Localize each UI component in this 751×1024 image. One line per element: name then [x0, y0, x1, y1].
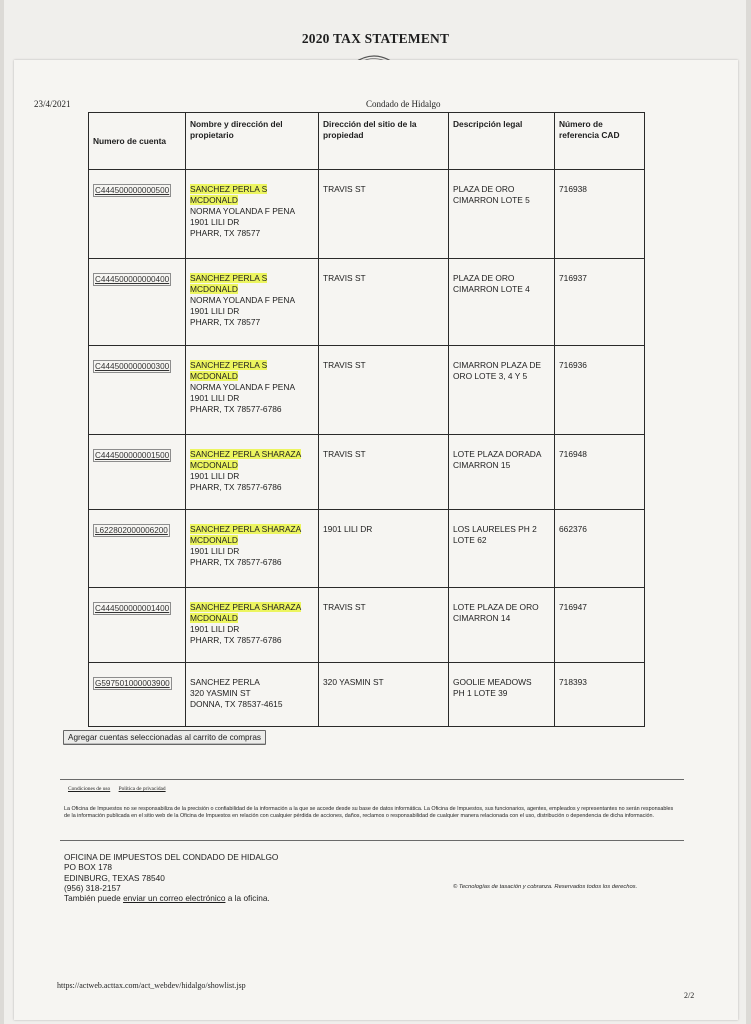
account-cell	[89, 510, 186, 588]
column-header-site: Dirección del sitio de la propiedad	[319, 113, 449, 170]
office-phone: (956) 318-2157	[64, 882, 121, 893]
site-cell	[319, 259, 449, 346]
print-date: 23/4/2021	[34, 99, 71, 109]
owner-name-cont: MCDONALD	[190, 460, 238, 470]
legal-cell	[449, 510, 555, 588]
account-cell	[89, 435, 186, 510]
legal-line-2: CIMARRON LOTE 5	[453, 195, 530, 205]
site-address: TRAVIS ST	[323, 602, 366, 612]
legal-line-1: CIMARRON PLAZA DE	[453, 360, 541, 370]
legal-line-2: CIMARRON 14	[453, 613, 511, 623]
owner-name: SANCHEZ PERLA SHARAZA	[190, 524, 302, 534]
account-link[interactable]: C444500000000500	[95, 186, 170, 195]
co-owner: NORMA YOLANDA F PENA	[190, 206, 296, 216]
table-header-row	[89, 113, 645, 170]
owner-cell	[186, 259, 319, 346]
legal-cell	[449, 435, 555, 510]
owner-name: SANCHEZ PERLA S	[190, 273, 268, 283]
owner-name-cont: MCDONALD	[190, 371, 238, 381]
office-city: EDINBURG, TEXAS 78540	[64, 872, 165, 883]
cad-ref: 716938	[559, 184, 587, 194]
column-header-owner: Nombre y dirección del propietario	[186, 113, 319, 170]
table-row	[89, 346, 645, 435]
office-po-box: PO BOX 178	[64, 862, 112, 873]
owner-address: 1901 LILI DR	[190, 306, 240, 316]
account-link[interactable]: C444500000000400	[95, 275, 170, 284]
account-cell	[89, 588, 186, 663]
account-link[interactable]: C444500000001400	[95, 604, 170, 613]
site-address: 320 YASMIN ST	[323, 677, 384, 687]
legal-cell	[449, 346, 555, 435]
owner-name: SANCHEZ PERLA SHARAZA	[190, 602, 302, 612]
email-link[interactable]: enviar un correo electrónico	[123, 893, 226, 904]
owner-cell	[186, 346, 319, 435]
legal-line-2: PH 1 LOTE 39	[453, 688, 508, 698]
site-address: 1901 LILI DR	[323, 524, 373, 534]
owner-name: SANCHEZ PERLA S	[190, 184, 268, 194]
owner-cell	[186, 435, 319, 510]
owner-address: 1901 LILI DR	[190, 393, 240, 403]
owner-name: SANCHEZ PERLA	[190, 677, 260, 687]
cad-ref-cell	[555, 663, 645, 727]
terms-link[interactable]: Condiciones de uso	[68, 786, 111, 792]
cad-ref: 716936	[559, 360, 587, 370]
site-cell	[319, 435, 449, 510]
accounts-table	[88, 112, 645, 727]
co-owner: NORMA YOLANDA F PENA	[190, 295, 296, 305]
owner-name-cont: MCDONALD	[190, 284, 238, 294]
cad-ref-cell	[555, 346, 645, 435]
legal-line-1: GOOLIE MEADOWS	[453, 677, 532, 687]
legal-line-2: LOTE 62	[453, 535, 487, 545]
account-link[interactable]: C444500000001500	[95, 451, 170, 460]
cad-ref-cell	[555, 170, 645, 259]
page-number: 2/2	[684, 991, 695, 1000]
owner-address: 320 YASMIN ST	[190, 688, 251, 698]
email-prefix: También puede	[64, 893, 121, 904]
legal-line-2: CIMARRON 15	[453, 460, 511, 470]
legal-cell	[449, 259, 555, 346]
owner-cell	[186, 588, 319, 663]
account-cell	[89, 663, 186, 727]
account-cell	[89, 346, 186, 435]
site-cell	[319, 346, 449, 435]
cad-ref-cell	[555, 435, 645, 510]
table-row	[89, 663, 645, 727]
legal-line-1: LOTE PLAZA DORADA	[453, 449, 542, 459]
footer-divider	[60, 779, 684, 780]
owner-city: PHARR, TX 78577-6786	[190, 404, 282, 414]
legal-cell	[449, 663, 555, 727]
account-link[interactable]: L622802000006200	[95, 526, 168, 535]
page-url: https://actweb.acttax.com/act_webdev/hidalgo/showlist.jsp	[57, 981, 246, 990]
table-row	[89, 510, 645, 588]
site-cell	[319, 170, 449, 259]
owner-cell	[186, 663, 319, 727]
copyright-text: © Tecnologías de tasación y cobranza. Reservados todos los derechos.	[453, 884, 638, 890]
cad-ref: 718393	[559, 677, 587, 687]
site-address: TRAVIS ST	[323, 273, 366, 283]
legal-line-1: PLAZA DE ORO	[453, 184, 515, 194]
office-name: OFICINA DE IMPUESTOS DEL CONDADO DE HIDALGO	[64, 852, 279, 862]
privacy-link[interactable]: Política de privacidad	[118, 786, 166, 792]
county-name: Condado de Hidalgo	[366, 99, 441, 109]
site-address: TRAVIS ST	[323, 449, 366, 459]
co-owner: NORMA YOLANDA F PENA	[190, 382, 296, 392]
cad-ref: 716937	[559, 273, 587, 283]
email-suffix: a la oficina.	[227, 893, 270, 904]
account-cell	[89, 259, 186, 346]
column-header-account: Numero de cuenta	[89, 113, 186, 170]
owner-cell	[186, 510, 319, 588]
owner-city: PHARR, TX 78577-6786	[190, 635, 282, 645]
legal-cell	[449, 588, 555, 663]
owner-address: 1901 LILI DR	[190, 217, 240, 227]
cad-ref-cell	[555, 588, 645, 663]
owner-address: 1901 LILI DR	[190, 546, 240, 556]
account-link[interactable]: C444500000000300	[95, 362, 170, 371]
account-cell	[89, 170, 186, 259]
owner-city: PHARR, TX 78577-6786	[190, 482, 282, 492]
cad-ref: 716947	[559, 602, 587, 612]
column-header-legal: Descripción legal	[449, 113, 555, 170]
table-row	[89, 588, 645, 663]
add-to-cart-button[interactable]: Agregar cuentas seleccionadas al carrito de compras	[63, 730, 266, 745]
owner-name: SANCHEZ PERLA S	[190, 360, 268, 370]
legal-cell	[449, 170, 555, 259]
office-email-line	[64, 893, 278, 903]
owner-name-cont: MCDONALD	[190, 535, 238, 545]
footer-divider-2	[60, 840, 684, 841]
owner-address: 1901 LILI DR	[190, 624, 240, 634]
site-address: TRAVIS ST	[323, 360, 366, 370]
statement-title: 2020 TAX STATEMENT	[301, 31, 450, 46]
owner-city: PHARR, TX 78577	[190, 317, 261, 327]
legal-line-1: LOTE PLAZA DE ORO	[453, 602, 539, 612]
owner-city: PHARR, TX 78577	[190, 228, 261, 238]
cad-ref: 662376	[559, 524, 587, 534]
owner-name-cont: MCDONALD	[190, 195, 238, 205]
legal-line-2: CIMARRON LOTE 4	[453, 284, 530, 294]
office-contact	[64, 852, 278, 903]
table-row	[89, 435, 645, 510]
cad-ref-cell	[555, 259, 645, 346]
owner-name-cont: MCDONALD	[190, 613, 238, 623]
site-cell	[319, 588, 449, 663]
owner-name: SANCHEZ PERLA SHARAZA	[190, 449, 302, 459]
legal-line-1: LOS LAURELES PH 2	[453, 524, 537, 534]
owner-city: DONNA, TX 78537-4615	[190, 699, 283, 709]
table-row	[89, 170, 645, 259]
table-row	[89, 259, 645, 346]
footer-links	[68, 786, 173, 792]
account-link[interactable]: G597501000003900	[95, 679, 170, 688]
legal-line-2: ORO LOTE 3, 4 Y 5	[453, 371, 528, 381]
cad-ref: 716948	[559, 449, 587, 459]
owner-cell	[186, 170, 319, 259]
site-address: TRAVIS ST	[323, 184, 366, 194]
owner-address: 1901 LILI DR	[190, 471, 240, 481]
owner-city: PHARR, TX 78577-6786	[190, 557, 282, 567]
disclaimer-text: La Oficina de Impuestos no se responsabiliza de la precisión o confiabilidad de la información a la que se accede desde su base de datos informática. La Oficina de Impuestos, sus funcionarios, agentes, empleados y representantes no serán responsables de la información publicada en el sitio web de la Oficina de Impuestos en relación con cualquier pérdida de acciones, daños, reclamos o responsabilidad de cualquier manera relacionada con el uso, distribución o dependencia de dicha información.	[64, 806, 674, 819]
cad-ref-cell	[555, 510, 645, 588]
site-cell	[319, 510, 449, 588]
site-cell	[319, 663, 449, 727]
column-header-cad-ref: Número de referencia CAD	[555, 113, 645, 170]
legal-line-1: PLAZA DE ORO	[453, 273, 515, 283]
